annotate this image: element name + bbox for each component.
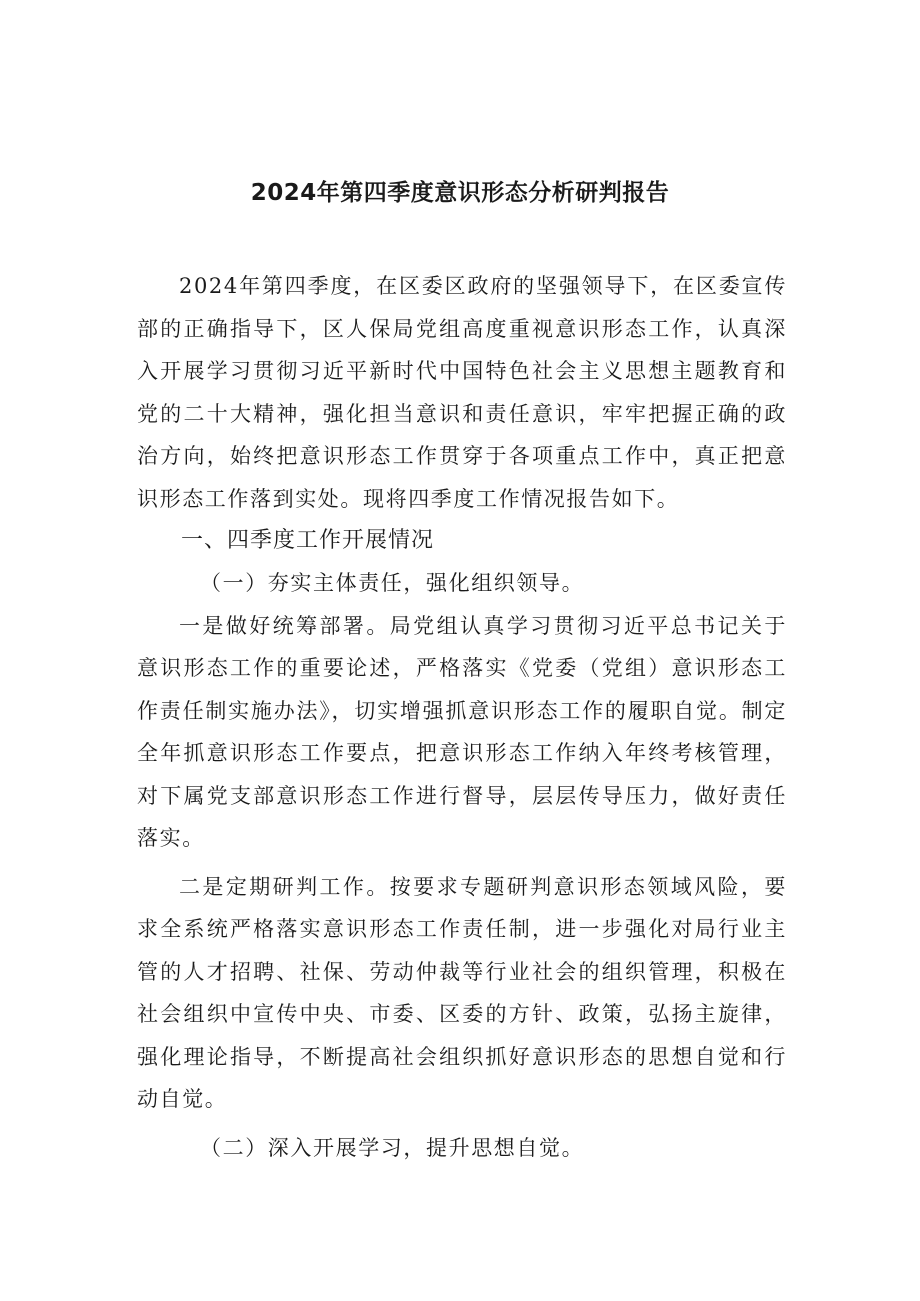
document-body bbox=[137, 265, 787, 1169]
intro-paragraph: 2024年第四季度，在区委区政府的坚强领导下，在区委宣传部的正确指导下，区人保局党组高度重视意识形态工作，认真深入开展学习贯彻习近平新时代中国特色社会主义思想主题教育和党的二十大精神，强化担当意识和责任意识，牢牢把握正确的政治方向，始终把意识形态工作贯穿于各项重点工作中，真正把意识形态工作落到实处。现将四季度工作情况报告如下。 bbox=[137, 274, 787, 511]
paragraph-point-one: 一是做好统筹部署。局党组认真学习贯彻习近平总书记关于意识形态工作的重要论述，严格落实《党委（党组）意识形态工作责任制实施办法》，切实增强抓意识形态工作的履职自觉。制定全年抓意识形态工作要点，把意识形态工作纳入年终考核管理，对下属党支部意识形态工作进行督导，层层传导压力，做好责任落实。 bbox=[137, 613, 787, 850]
section-heading-1: 一、四季度工作开展情况 bbox=[181, 528, 435, 553]
paragraph-point-two: 二是定期研判工作。按要求专题研判意识形态领域风险，要求全系统严格落实意识形态工作责任制，进一步强化对局行业主管的人才招聘、社保、劳动仲裁等行业社会的组织管理，积极在社会组织中宣传中央、市委、区委的方针、政策，弘扬主旋律，强化理论指导，不断提高社会组织抓好意识形态的思想自觉和行动自觉。 bbox=[137, 874, 787, 1111]
document-title: 2024年第四季度意识形态分析研判报告 bbox=[250, 180, 670, 206]
subsection-heading-1: （一）夯实主体责任，强化组织领导。 bbox=[200, 571, 585, 595]
subsection-heading-2: （二）深入开展学习，提升思想自觉。 bbox=[200, 1135, 585, 1160]
